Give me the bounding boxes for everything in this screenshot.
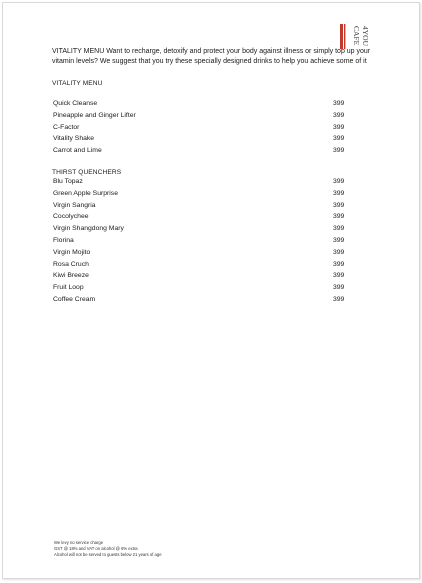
list-item: [52, 133, 352, 145]
list-item: [52, 282, 352, 294]
thirst-quenchers-list: [52, 176, 352, 306]
footer-line-tax: GST @ 18% and VAT on alcohol @ 6% extra: [54, 546, 138, 552]
item-price: 399: [333, 189, 345, 197]
list-item: [52, 223, 352, 235]
vitality-menu-list: [52, 98, 352, 157]
item-name: Cocolychee: [53, 213, 89, 221]
item-price: 399: [333, 100, 345, 107]
item-price: 399: [333, 284, 345, 292]
item-name: Carrot and Lime: [53, 147, 102, 155]
list-item: [52, 176, 352, 188]
list-item: [52, 98, 352, 110]
item-price: 399: [333, 248, 345, 256]
list-item: [52, 188, 352, 200]
list-item: [52, 110, 352, 122]
item-name: Blu Topaz: [53, 178, 83, 185]
item-price: 399: [333, 225, 345, 233]
item-name: Quick Cleanse: [53, 100, 98, 107]
item-name: Virgin Sangria: [53, 201, 96, 209]
list-item: [52, 235, 352, 247]
item-name: C-Factor: [53, 123, 80, 131]
item-price: 399: [333, 135, 345, 143]
item-name: Green Apple Surprise: [53, 189, 118, 197]
list-item: [52, 259, 352, 271]
logo-text-top: CAFE: [352, 26, 361, 46]
list-item: [52, 145, 352, 157]
list-item: [52, 294, 352, 306]
list-item: [52, 270, 352, 282]
list-item: [52, 211, 352, 223]
logo-bar: [344, 24, 345, 49]
item-name: Virgin Mojito: [53, 248, 91, 256]
logo-text-bottom: 4YOU: [361, 26, 370, 46]
item-price: 399: [333, 123, 345, 131]
item-name: Pineapple and Ginger Lifter: [53, 111, 136, 119]
item-name: Fruit Loop: [53, 284, 84, 292]
item-price: 399: [333, 236, 345, 244]
item-name: Vitality Shake: [53, 135, 95, 143]
item-name: Rosa Cruch: [53, 260, 89, 268]
item-price: 399: [333, 111, 345, 119]
item-name: Virgin Shangdong Mary: [53, 225, 124, 233]
footer-line-alcohol: Alcohol will not be served to guests below 21 years of age: [54, 552, 162, 558]
item-price: 399: [333, 260, 345, 268]
menu-page: [2, 2, 420, 579]
item-price: 399: [333, 201, 345, 209]
thirst-section-title: THIRST QUENCHERS: [52, 169, 122, 176]
footer-line-service: We levy no service charge: [54, 540, 104, 545]
item-price: 399: [333, 178, 345, 185]
list-item: [52, 247, 352, 259]
item-price: 399: [333, 295, 345, 303]
item-price: 399: [333, 272, 345, 280]
item-name: Coffee Cream: [53, 295, 96, 303]
logo-bar: [340, 24, 343, 49]
intro-paragraph: VITALITY MENU Want to recharge, detoxify and protect your body against illness or simply top up your vitamin levels? We suggest that you try these specially designed drinks to help you achieve some of it: [52, 48, 371, 65]
item-price: 399: [333, 147, 345, 155]
list-item: [52, 200, 352, 212]
vitality-section-title: VITALITY MENU: [52, 80, 103, 87]
footer-notes: [54, 540, 162, 559]
item-name: Florina: [53, 236, 74, 244]
item-name: Kiwi Breeze: [53, 272, 89, 280]
list-item: [52, 122, 352, 134]
item-price: 399: [333, 213, 345, 221]
